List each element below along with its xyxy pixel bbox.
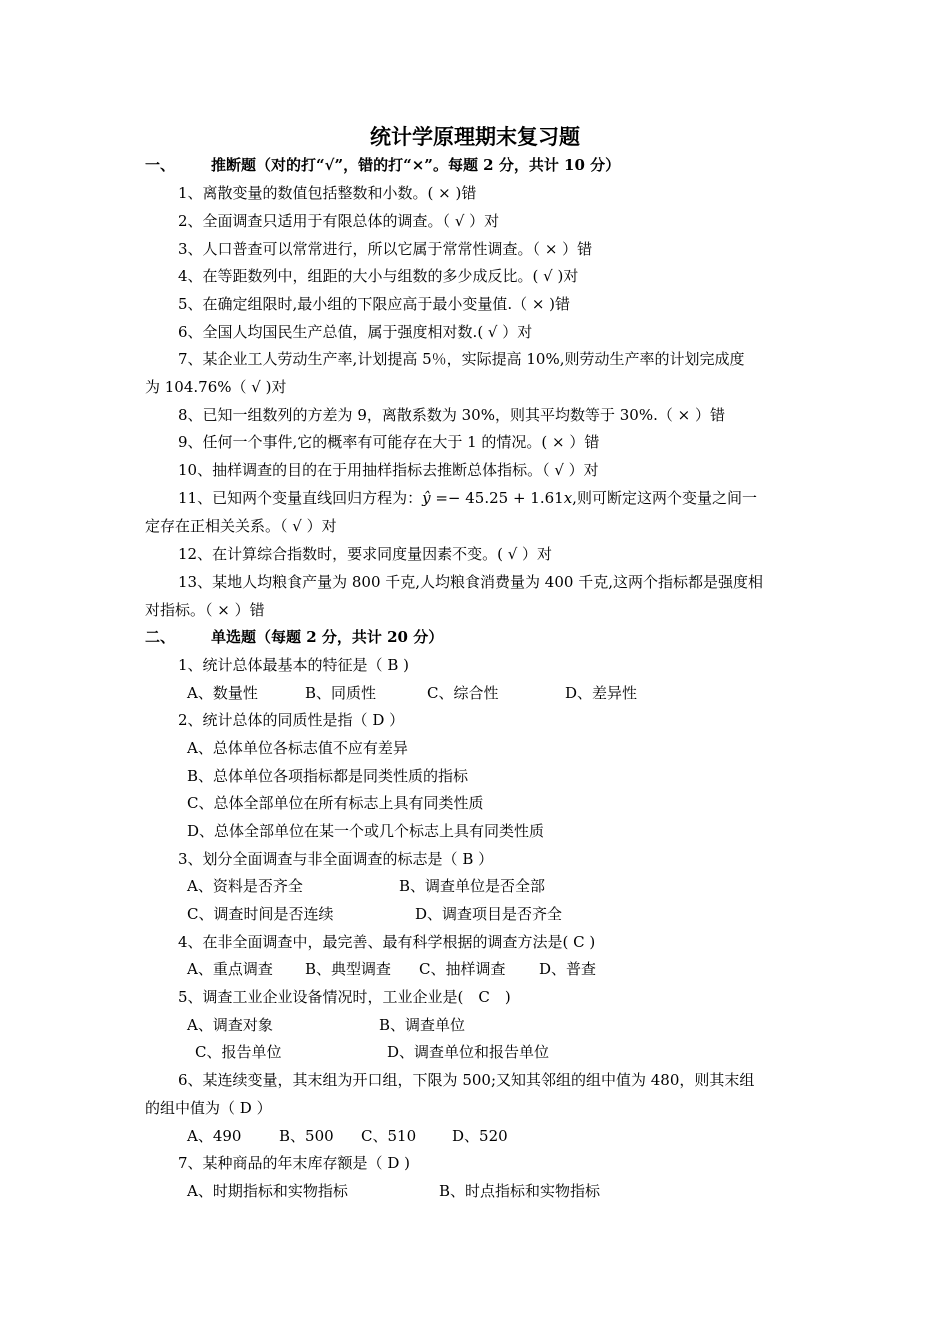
mc-q3-option-d: D、调查项目是否齐全 (415, 905, 563, 923)
mc-q4-option-a: A、重点调查 (187, 960, 273, 978)
mc-q1-option-d: D、差异性 (565, 684, 638, 702)
mc-q5-option-c: C、报告单位 (195, 1043, 282, 1061)
mc-q7-option-b: B、时点指标和实物指标 (439, 1182, 601, 1200)
mc-q6-option-b: B、500 (279, 1127, 334, 1145)
mc-q1-option-a: A、数量性 (187, 684, 258, 702)
tf-item-11 (178, 488, 757, 508)
mc-q2-option-a: A、总体单位各标志值不应有差异 (187, 739, 408, 757)
regression-yhat: ŷ (422, 489, 431, 507)
mc-question-6: 6、某连续变量，其末组为开口组，下限为 500;又知其邻组的组中值为 480，则其末组 (178, 1071, 755, 1089)
tf-item-13-cont: 对指标。（ × ）错 (145, 601, 265, 619)
mc-question-6-cont: 的组中值为（ D ） (145, 1099, 272, 1117)
tf-item-13: 13、某地人均粮食产量为 800 千克,人均粮食消费量为 400 千克,这两个指标都是强度相 (178, 573, 763, 591)
mc-q2-option-d: D、总体全部单位在某一个或几个标志上具有同类性质 (187, 822, 545, 840)
mc-question-2: 2、统计总体的同质性是指（ D ） (178, 711, 405, 729)
mc-q1-option-b: B、同质性 (305, 684, 377, 702)
tf-item-6: 6、全国人均国民生产总值，属于强度相对数.( √ ）对 (178, 323, 533, 341)
tf-item-5: 5、在确定组限时,最小组的下限应高于最小变量值.（ × )错 (178, 295, 571, 313)
mc-question-7: 7、某种商品的年末库存额是（ D ) (178, 1154, 410, 1172)
mc-q5-option-b: B、调查单位 (379, 1016, 466, 1034)
mc-q7-option-a: A、时期指标和实物指标 (187, 1182, 348, 1200)
tf-item-11-cont: 定存在正相关关系。（ √ ）对 (145, 517, 337, 535)
regression-x: x (563, 489, 573, 507)
mc-q5-option-a: A、调查对象 (187, 1016, 273, 1034)
tf-item-10: 10、抽样调查的目的在于用抽样指标去推断总体指标。（ √ ）对 (178, 461, 599, 479)
mc-q6-option-c: C、510 (361, 1127, 417, 1145)
section-1-heading (145, 155, 620, 175)
tf-item-3: 3、人口普查可以常常进行，所以它属于常常性调查。（ × ）错 (178, 240, 593, 258)
tf-item-7-cont: 为 104.76%（ √ )对 (145, 378, 287, 396)
mc-q3-option-b: B、调查单位是否全部 (399, 877, 546, 895)
tf-item-11-prefix: 11、已知两个变量直线回归方程为： (178, 489, 423, 507)
mc-q4-option-d: D、普查 (539, 960, 597, 978)
tf-item-2: 2、全面调查只适用于有限总体的调查。（ √ ）对 (178, 212, 500, 230)
mc-q2-option-b: B、总体单位各项指标都是同类性质的指标 (187, 767, 469, 785)
mc-q2-option-c: C、总体全部单位在所有标志上具有同类性质 (187, 794, 484, 812)
mc-q3-option-c: C、调查时间是否连续 (187, 905, 334, 923)
mc-question-3: 3、划分全面调查与非全面调查的标志是（ B ） (178, 850, 494, 868)
tf-item-7: 7、某企业工人劳动生产率,计划提高 5％，实际提高 10%,则劳动生产率的计划完成度 (178, 350, 745, 368)
section-1-title: 推断题（对的打“√”，错的打“×”。每题 2 分，共计 10 分） (211, 156, 621, 174)
section-2-number: 二、 (145, 628, 176, 646)
tf-item-9: 9、任何一个事件,它的概率有可能存在大于 1 的情况。( × ）错 (178, 433, 600, 451)
section-1-number: 一、 (145, 156, 176, 174)
mc-question-5: 5、调查工业企业设备情况时，工业企业是( C ) (178, 988, 511, 1006)
section-2-title: 单选题（每题 2 分，共计 20 分） (211, 628, 444, 646)
regression-rhs: =− 45.25 + 1.61 (430, 489, 564, 507)
mc-question-1: 1、统计总体最基本的特征是（ B ) (178, 656, 409, 674)
mc-q4-option-c: C、抽样调查 (419, 960, 506, 978)
mc-q4-option-b: B、典型调查 (305, 960, 392, 978)
tf-item-8: 8、已知一组数列的方差为 9，离散系数为 30%，则其平均数等于 30%.（ × ）错 (178, 406, 725, 424)
section-2-heading (145, 627, 443, 647)
mc-q5-option-d: D、调查单位和报告单位 (387, 1043, 550, 1061)
mc-q1-option-c: C、综合性 (427, 684, 499, 702)
mc-q6-option-a: A、490 (187, 1127, 242, 1145)
tf-item-12: 12、在计算综合指数时，要求同度量因素不变。( √ ）对 (178, 545, 553, 563)
regression-equation (422, 489, 572, 507)
mc-question-4: 4、在非全面调查中，最完善、最有科学根据的调查方法是( C ) (178, 933, 596, 951)
mc-q6-option-d: D、520 (452, 1127, 508, 1145)
mc-q3-option-a: A、资料是否齐全 (187, 877, 303, 895)
document-title: 统计学原理期末复习题 (370, 124, 580, 149)
tf-item-11-suffix: ,则可断定这两个变量之间一 (572, 489, 757, 507)
tf-item-4: 4、在等距数列中，组距的大小与组数的多少成反比。( √ )对 (178, 267, 579, 285)
tf-item-1: 1、离散变量的数值包括整数和小数。( × )错 (178, 184, 477, 202)
